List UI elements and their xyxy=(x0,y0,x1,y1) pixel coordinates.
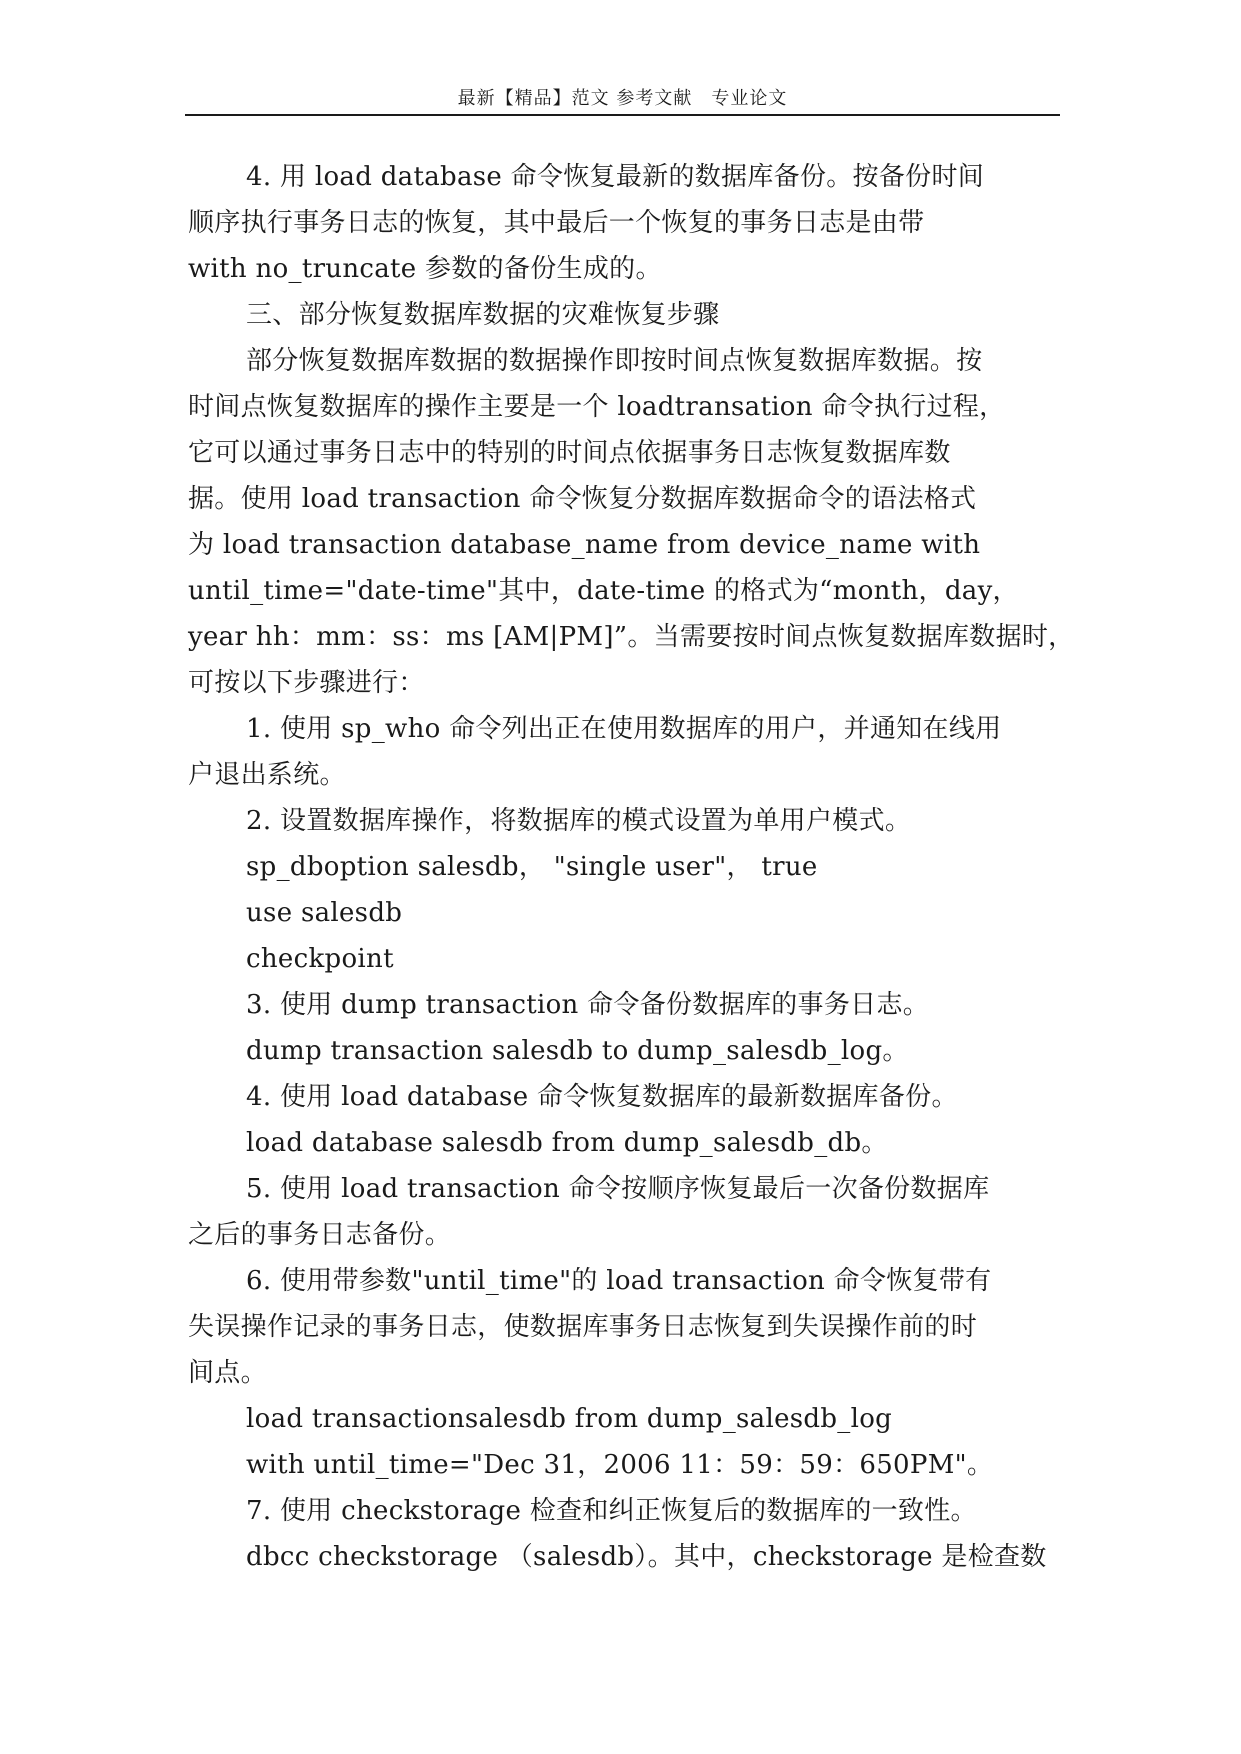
body-line: 之后的事务日志备份。 xyxy=(188,1220,452,1250)
code-line: load database salesdb from dump_salesdb_db。 xyxy=(246,1128,888,1158)
step-line: 1. 使用 sp_who 命令列出正在使用数据库的用户，并通知在线用 xyxy=(246,714,1002,744)
code-line: dump transaction salesdb to dump_salesdb_log。 xyxy=(246,1036,909,1066)
body-line: 部分恢复数据库数据的数据操作即按时间点恢复数据库数据。按 xyxy=(246,346,983,376)
code-line: use salesdb xyxy=(246,898,403,928)
header-divider xyxy=(185,114,1060,116)
step-line: 6. 使用带参数"until_time"的 load transaction 命令恢复带有 xyxy=(246,1266,992,1296)
code-line: checkpoint xyxy=(246,944,394,974)
code-line: sp_dboption salesdb， "single user"， true xyxy=(246,852,818,882)
step-line: 5. 使用 load transaction 命令按顺序恢复最后一次备份数据库 xyxy=(246,1174,990,1204)
document-body xyxy=(188,154,1075,1580)
body-line: 时间点恢复数据库的操作主要是一个 loadtransation 命令执行过程， xyxy=(188,392,1006,422)
body-line: 间点。 xyxy=(188,1358,267,1388)
body-line: 据。使用 load transaction 命令恢复分数据库数据命令的语法格式 xyxy=(188,484,977,514)
body-line: 它可以通过事务日志中的特别的时间点依据事务日志恢复数据库数 xyxy=(188,438,951,468)
step-line: 2. 设置数据库操作，将数据库的模式设置为单用户模式。 xyxy=(246,806,912,836)
step-line: 4. 使用 load database 命令恢复数据库的最新数据库备份。 xyxy=(246,1082,958,1112)
step-line: 3. 使用 dump transaction 命令备份数据库的事务日志。 xyxy=(246,990,930,1020)
body-line: year hh：mm：ss：ms [AM|PM]”。当需要按时间点恢复数据库数据时， xyxy=(188,622,1075,652)
body-line: 户退出系统。 xyxy=(188,760,346,790)
body-line: 顺序执行事务日志的恢复，其中最后一个恢复的事务日志是由带 xyxy=(188,208,925,238)
body-line: 4. 用 load database 命令恢复最新的数据库备份。按备份时间 xyxy=(246,162,985,192)
body-line: 为 load transaction database_name from device_name with xyxy=(188,530,981,560)
body-line: 失误操作记录的事务日志，使数据库事务日志恢复到失误操作前的时 xyxy=(188,1312,978,1342)
body-line: 可按以下步骤进行： xyxy=(188,668,425,698)
body-line: with no_truncate 参数的备份生成的。 xyxy=(188,254,662,284)
code-line: with until_time="Dec 31，2006 11：59：59：650PM"。 xyxy=(246,1450,994,1480)
code-line: load transactionsalesdb from dump_salesdb_log xyxy=(246,1404,893,1434)
page-header: 最新【精品】范文 参考文献 专业论文 xyxy=(457,88,788,109)
body-line: until_time="date-time"其中，date-time 的格式为“month，day， xyxy=(188,576,1019,606)
step-line: 7. 使用 checkstorage 检查和纠正恢复后的数据库的一致性。 xyxy=(246,1496,977,1526)
code-line: dbcc checkstorage （salesdb）。其中，checkstorage 是检查数 xyxy=(246,1542,1047,1572)
section-heading: 三、部分恢复数据库数据的灾难恢复步骤 xyxy=(246,300,720,330)
